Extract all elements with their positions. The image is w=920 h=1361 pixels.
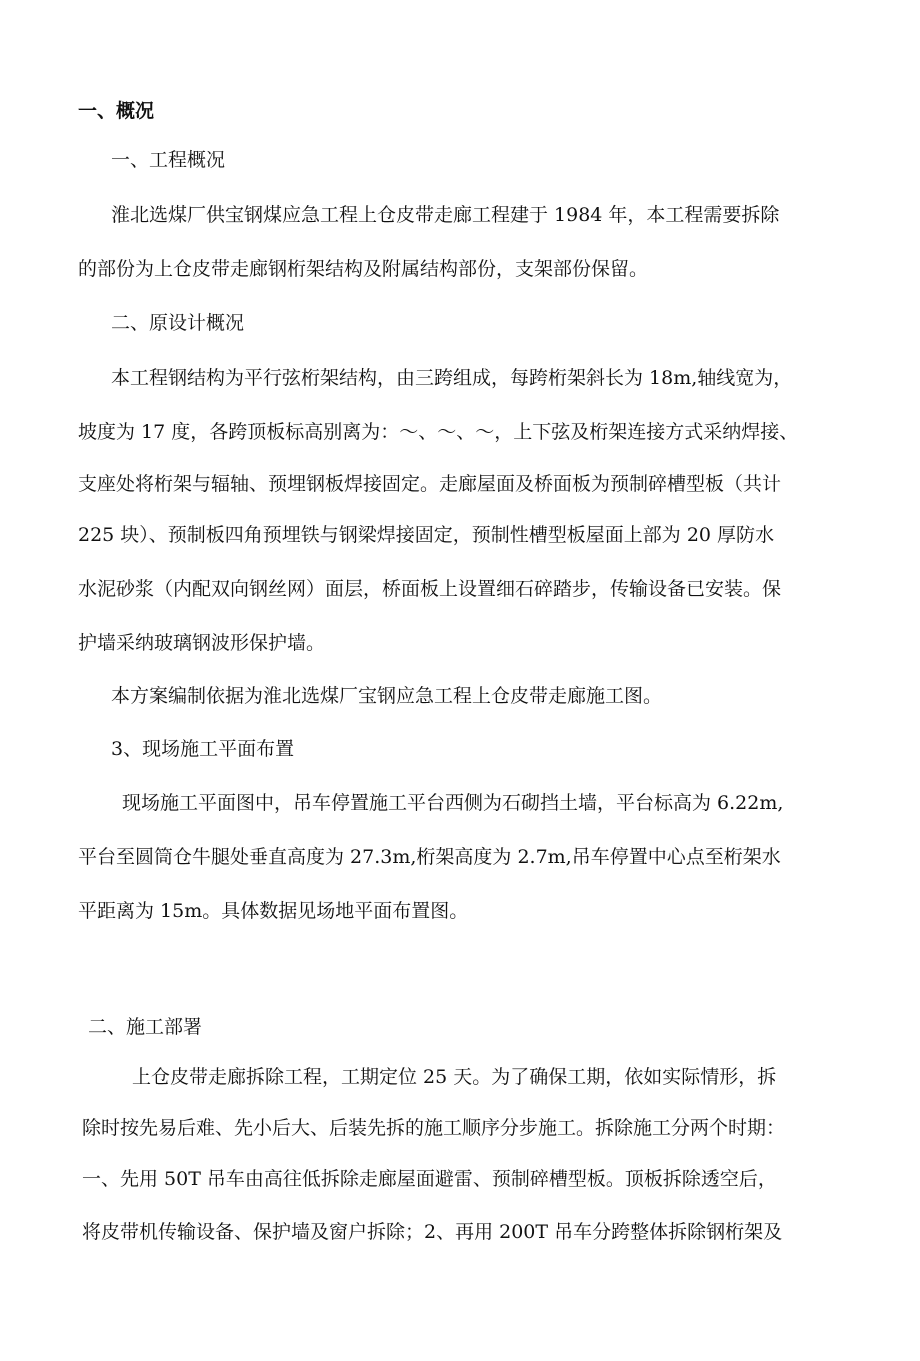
section-title-overview: 一、概况 bbox=[78, 100, 155, 122]
paragraph-line: 护墙采纳玻璃钢波形保护墙。 bbox=[78, 632, 326, 654]
subsection-title-project-overview: 一、工程概况 bbox=[111, 149, 226, 171]
paragraph-line: 上仓皮带走廊拆除工程，工期定位 25 天。为了确保工期，依如实际情形，拆 bbox=[132, 1066, 777, 1088]
paragraph-line: 现场施工平面图中，吊车停置施工平台西侧为石砌挡土墙，平台标高为 6.22m, bbox=[122, 792, 784, 814]
subsection-title-original-design: 二、原设计概况 bbox=[111, 312, 245, 334]
paragraph-line: 本工程钢结构为平行弦桁架结构，由三跨组成，每跨桁架斜长为 18m,轴线宽为， bbox=[111, 367, 793, 389]
paragraph-line: 一、先用 50T 吊车由高往低拆除走廊屋面避雷、预制碎槽型板。顶板拆除透空后， bbox=[82, 1168, 777, 1190]
paragraph-line: 水泥砂浆（内配双向钢丝网）面层，桥面板上设置细石碎踏步，传输设备已安装。保 bbox=[78, 578, 782, 600]
paragraph-basis: 本方案编制依据为淮北选煤厂宝钢应急工程上仓皮带走廊施工图。 bbox=[111, 685, 663, 707]
paragraph-line: 平距离为 15m。具体数据见场地平面布置图。 bbox=[78, 900, 469, 922]
paragraph-line: 的部份为上仓皮带走廊钢桁架结构及附属结构部份，支架部份保留。 bbox=[78, 258, 649, 280]
paragraph-line: 除时按先易后难、先小后大、后装先拆的施工顺序分步施工。拆除施工分两个时期： bbox=[82, 1117, 786, 1139]
paragraph-line: 225 块）、预制板四角预埋铁与钢梁焊接固定，预制性槽型板屋面上部为 20 厚防水 bbox=[78, 524, 775, 546]
section-title-deployment: 二、施工部署 bbox=[88, 1016, 203, 1038]
paragraph-line: 支座处将桁架与辐轴、预埋钢板焊接固定。走廊屋面及桥面板为预制碎槽型板（共计 bbox=[78, 473, 782, 495]
paragraph-line: 坡度为 17 度，各跨顶板标高别离为：～、～、～，上下弦及桁架连接方式采纳焊接、 bbox=[78, 421, 799, 443]
subsection-title-site-layout: 3、现场施工平面布置 bbox=[111, 738, 295, 760]
paragraph-line: 淮北选煤厂供宝钢煤应急工程上仓皮带走廊工程建于 1984 年，本工程需要拆除 bbox=[111, 204, 780, 226]
paragraph-line: 平台至圆筒仓牛腿处垂直高度为 27.3m,桁架高度为 2.7m,吊车停置中心点至桁架水 bbox=[78, 846, 781, 868]
paragraph-line: 将皮带机传输设备、保护墙及窗户拆除；2、再用 200T 吊车分跨整体拆除钢桁架及 bbox=[82, 1221, 783, 1243]
